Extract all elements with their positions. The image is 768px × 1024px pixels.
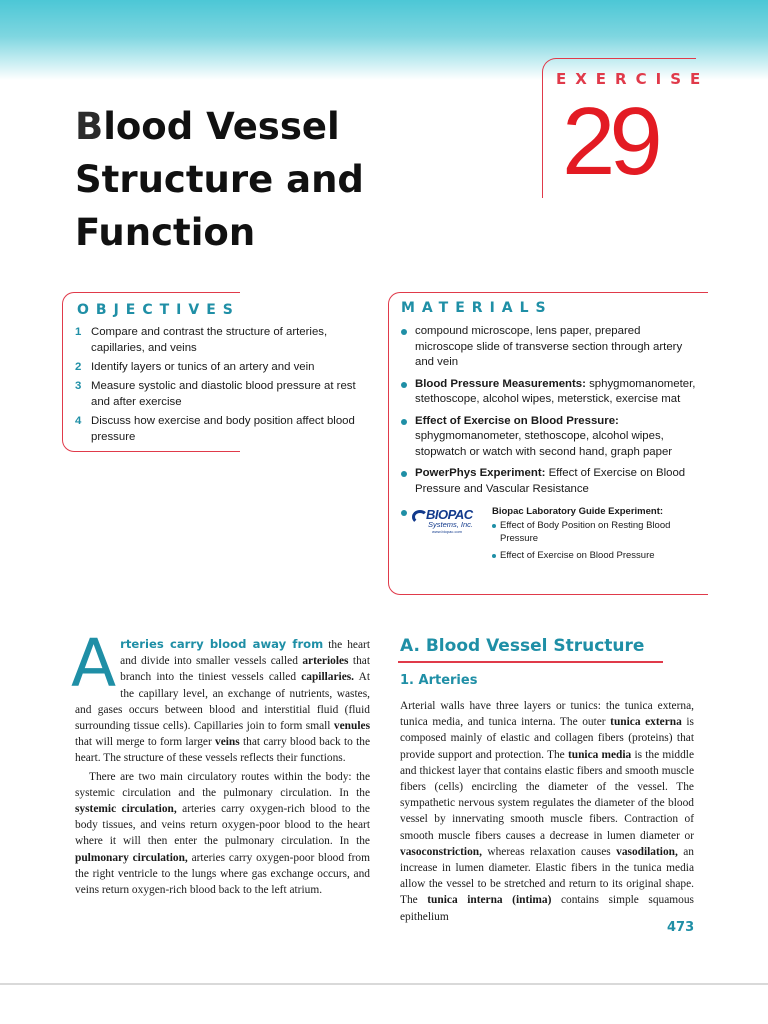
title-line2: Structure and (75, 158, 364, 201)
arteries-column (400, 698, 694, 925)
bullet-icon (492, 524, 496, 528)
biopac-logo-text: BIOPAC (426, 507, 473, 522)
body-text: arteries carry oxygen-rich blood to the body tissues, and veins return oxygen-poor blood to the heart where it will then enter the pulmonary circulation. In the (75, 803, 370, 848)
body-text: an increase in lumen diameter. Elastic fibers in the tunica media allow the vessel to be stretched and return to its original shape. The (400, 845, 694, 907)
body-text: contains simple squamous epithelium (400, 894, 694, 923)
section-heading: A. Blood Vessel Structure (400, 636, 645, 656)
objective-text: Compare and contrast the structure of arteries, capillaries, and veins (91, 326, 328, 354)
objective-text: Identify layers or tunics of an artery and vein (91, 361, 315, 373)
objective-item (75, 378, 375, 410)
bullet-icon (401, 471, 407, 477)
materials-heading: MATERIALS (401, 300, 553, 316)
objective-text: Measure systolic and diastolic blood pressure at rest and after exercise (91, 380, 356, 408)
intro-paragraph-2 (75, 769, 370, 899)
body-text: At the capillary level, an exchange of nutrients, wastes, and gases occurs between blood and interstitial fluid (fluid surrounding tissue cells). Capillaries join to form small (75, 671, 370, 733)
objectives-list (75, 324, 375, 448)
biopac-logo (412, 507, 486, 533)
material-label: PowerPhys Experiment: (415, 467, 546, 479)
subsection-heading: 1. Arteries (400, 673, 478, 688)
objective-text: Discuss how exercise and body position affect blood pressure (91, 415, 355, 443)
body-text: that carry blood back to the heart. The structure of these vessels reflects their functions. (75, 736, 370, 765)
material-text: compound microscope, lens paper, prepared microscope slide of transverse section through artery and vein (415, 325, 683, 368)
body-text: There are two main circulatory routes within the body: the systemic circulation and the pulmonary circulation. In the (75, 770, 370, 799)
biopac-heading: Biopac Laboratory Guide Experiment: (492, 506, 664, 517)
exercise-label: EXERCISE (556, 70, 710, 88)
biopac-experiment-item (492, 519, 702, 545)
page-bottom-rule (0, 983, 768, 985)
material-text: sphygmomanometer, stethoscope, alcohol wipes, meterstick, exercise mat (415, 377, 696, 405)
material-text: sphygmomanometer, stethoscope, alcohol wipes, stopwatch or watch with second hand, graph paper (415, 430, 673, 458)
body-text: is composed mainly of elastic and collagen fibers (proteins) that provide support and protection. The (400, 716, 694, 761)
page-title (75, 100, 475, 259)
body-text: arteries carry oxygen-poor blood from the right ventricle to the lungs where gas exchange occurs, and veins return oxygen-rich blood back to the left atrium. (75, 851, 370, 897)
intro-paragraph-1 (71, 625, 370, 767)
objective-number: 2 (75, 361, 82, 373)
arteries-paragraph (400, 698, 694, 925)
body-text: that will merge to form larger (75, 736, 216, 749)
biopac-material (400, 505, 700, 565)
body-text: Arterial walls have three layers or tunics: the tunica externa, tunica media, and tunica interna. The outer (400, 700, 694, 729)
objective-number: 1 (75, 326, 82, 338)
bullet-icon (492, 554, 496, 558)
objective-item (75, 413, 375, 445)
section-rule (398, 661, 663, 663)
term-tunica-media: tunica media (567, 748, 632, 761)
material-label: Effect of Exercise on Blood Pressure: (415, 414, 619, 427)
intro-lead: rteries carry blood away from (120, 637, 324, 651)
title-line1: lood Vessel (103, 105, 340, 148)
term-vasoconstriction: vasoconstriction, (400, 845, 482, 858)
title-line3: Function (75, 211, 256, 254)
body-text: that branch into the tiniest vessels called (120, 655, 370, 684)
term-vasodilation: vasodilation, (616, 845, 678, 858)
term-capillaries: capillaries. (301, 671, 355, 684)
material-item (400, 324, 700, 371)
objective-number: 3 (75, 380, 82, 392)
bullet-icon (401, 382, 407, 388)
objective-number: 4 (75, 415, 82, 427)
intro-column (71, 625, 370, 898)
term-arterioles: arterioles (302, 655, 349, 668)
term-tunica-externa: tunica externa (610, 716, 682, 729)
exercise-number: 29 (562, 88, 657, 195)
objective-item (75, 324, 375, 356)
bullet-icon (401, 329, 407, 335)
biopac-experiment-text: Effect of Body Position on Resting Blood Pressure (500, 520, 671, 544)
biopac-experiment-text: Effect of Exercise on Blood Pressure (500, 550, 655, 561)
objective-item (75, 359, 375, 375)
body-text: the heart and divide into smaller vessels called (120, 639, 370, 668)
material-item (400, 466, 700, 497)
bullet-icon (401, 510, 407, 516)
biopac-logo-subtext: Systems, Inc. (428, 520, 474, 529)
material-text: Effect of Exercise on Blood Pressure and Vascular Resistance (415, 467, 686, 495)
biopac-experiment-item (492, 549, 702, 562)
term-pulmonary-circulation: pulmonary circulation, (75, 851, 188, 864)
term-systemic-circulation: systemic circulation, (75, 803, 177, 816)
objectives-heading: OBJECTIVES (77, 302, 240, 318)
bullet-icon (401, 419, 407, 425)
material-item (400, 377, 700, 408)
material-item (400, 414, 700, 461)
biopac-experiment-list (492, 519, 702, 566)
material-label: Blood Pressure Measurements: (415, 377, 586, 390)
body-text: whereas relaxation causes (481, 845, 617, 858)
term-veins: veins (215, 736, 240, 749)
drop-cap: A (71, 625, 117, 702)
term-venules: venules (333, 720, 370, 733)
materials-list (400, 324, 700, 503)
term-tunica-interna: tunica interna (intima) (427, 894, 552, 907)
title-initial: B (75, 105, 104, 148)
body-text: is the middle and thickest layer that contains elastic fibers and smooth muscle fibers (cells) encircling the diameter of the vessel. The sympathetic nervous system regulates the diameter of the blood vessel by innervating smooth muscle fibers. Contraction of smooth muscle fibers causes a decrease in lumen diameter or (400, 748, 695, 842)
page-number: 473 (667, 920, 695, 935)
biopac-logo-url: www.biopac.com (432, 529, 463, 534)
